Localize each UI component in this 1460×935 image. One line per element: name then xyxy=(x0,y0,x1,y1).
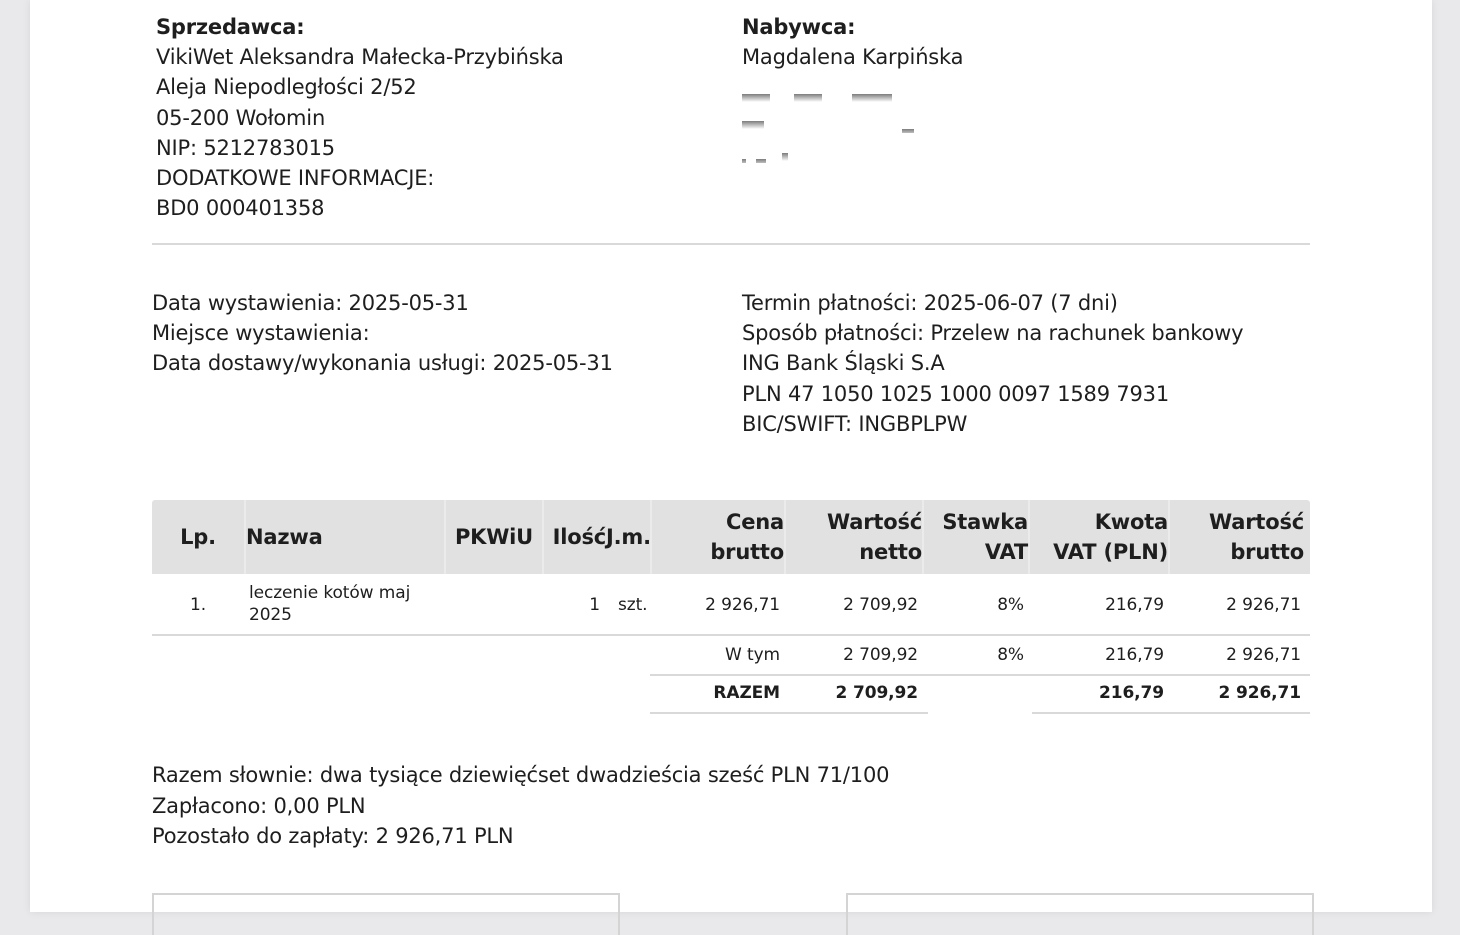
summary-block xyxy=(152,760,889,852)
table-row xyxy=(152,574,1310,636)
breakdown-net: 2 709,92 xyxy=(843,645,918,665)
row-gross: 2 926,71 xyxy=(1226,595,1301,615)
bank-swift: BIC/SWIFT: INGBPLPW xyxy=(742,411,968,436)
seller-extra-label: DODATKOWE INFORMACJE: xyxy=(156,166,435,191)
row-net: 2 709,92 xyxy=(843,595,918,615)
row-unit: szt. xyxy=(618,595,648,615)
row-vat-amount: 216,79 xyxy=(1105,595,1164,615)
payment-method: Sposób płatności: Przelew na rachunek bankowy xyxy=(742,321,1244,346)
col-gross: Wartość brutto xyxy=(1209,510,1304,564)
signature-box-receiver xyxy=(846,893,1314,935)
col-name: Nazwa xyxy=(246,500,446,574)
breakdown-vat-amount: 216,79 xyxy=(1105,645,1164,665)
total-net: 2 709,92 xyxy=(835,683,918,703)
col-qty: Ilość xyxy=(552,525,606,549)
buyer-block xyxy=(742,12,963,163)
total-divider-right xyxy=(1032,712,1310,714)
buyer-redacted-city xyxy=(742,103,963,133)
seller-extra-value: BD0 000401358 xyxy=(156,196,325,221)
section-divider xyxy=(152,243,1310,245)
delivery-date: Data dostawy/wykonania usługi: 2025-05-31 xyxy=(152,351,613,376)
buyer-redacted-street xyxy=(742,72,963,102)
col-net: Wartość netto xyxy=(786,500,924,574)
col-vat-amount: Kwota VAT (PLN) xyxy=(1030,500,1170,574)
seller-nip: NIP: 5212783015 xyxy=(156,135,335,160)
bank-account: PLN 47 1050 1025 1000 0097 1589 7931 xyxy=(742,381,1169,406)
table-header xyxy=(152,500,1310,574)
row-price: 2 926,71 xyxy=(705,595,780,615)
col-vat-rate: Stawka VAT xyxy=(924,500,1030,574)
amount-remaining: Pozostało do zapłaty: 2 926,71 PLN xyxy=(152,824,514,848)
issue-date: Data wystawienia: 2025-05-31 xyxy=(152,291,469,315)
signature-box-issuer xyxy=(152,893,620,935)
breakdown-label: W tym xyxy=(725,645,780,665)
dates-block xyxy=(152,288,613,379)
breakdown-gross: 2 926,71 xyxy=(1226,645,1301,665)
total-gross: 2 926,71 xyxy=(1218,683,1301,703)
issue-place: Miejsce wystawienia: xyxy=(152,321,370,346)
row-lp: 1. xyxy=(189,595,207,615)
payment-block xyxy=(742,288,1243,439)
seller-street: Aleja Niepodległości 2/52 xyxy=(156,75,417,100)
seller-heading: Sprzedawca: xyxy=(156,15,305,39)
col-lp: Lp. xyxy=(152,500,246,574)
row-qty: 1 xyxy=(589,595,600,615)
seller-city: 05-200 Wołomin xyxy=(156,105,326,130)
amount-paid: Zapłacono: 0,00 PLN xyxy=(152,793,366,818)
items-table xyxy=(152,500,1310,636)
breakdown-vat-rate: 8% xyxy=(997,645,1024,665)
bank-name: ING Bank Śląski S.A xyxy=(742,351,945,376)
buyer-redacted-nip xyxy=(742,133,963,163)
row-name: leczenie kotów maj 2025 xyxy=(249,583,411,625)
total-label: RAZEM xyxy=(713,683,780,703)
seller-name: VikiWet Aleksandra Małecka-Przybińska xyxy=(156,45,564,70)
buyer-heading: Nabywca: xyxy=(742,15,856,39)
col-price: Cena brutto xyxy=(652,500,786,574)
total-vat-amount: 216,79 xyxy=(1098,683,1164,703)
row-vat-rate: 8% xyxy=(997,595,1024,615)
breakdown-divider xyxy=(650,674,1310,676)
seller-block xyxy=(156,12,564,223)
buyer-name: Magdalena Karpińska xyxy=(742,45,964,70)
total-divider-left xyxy=(650,712,928,714)
payment-due: Termin płatności: 2025-06-07 (7 dni) xyxy=(742,291,1118,315)
col-pkwiu: PKWiU xyxy=(446,500,544,574)
amount-in-words: Razem słownie: dwa tysiące dziewięćset dwadzieścia sześć PLN 71/100 xyxy=(152,763,890,787)
invoice-page xyxy=(30,0,1432,912)
col-unit: J.m. xyxy=(606,500,652,574)
